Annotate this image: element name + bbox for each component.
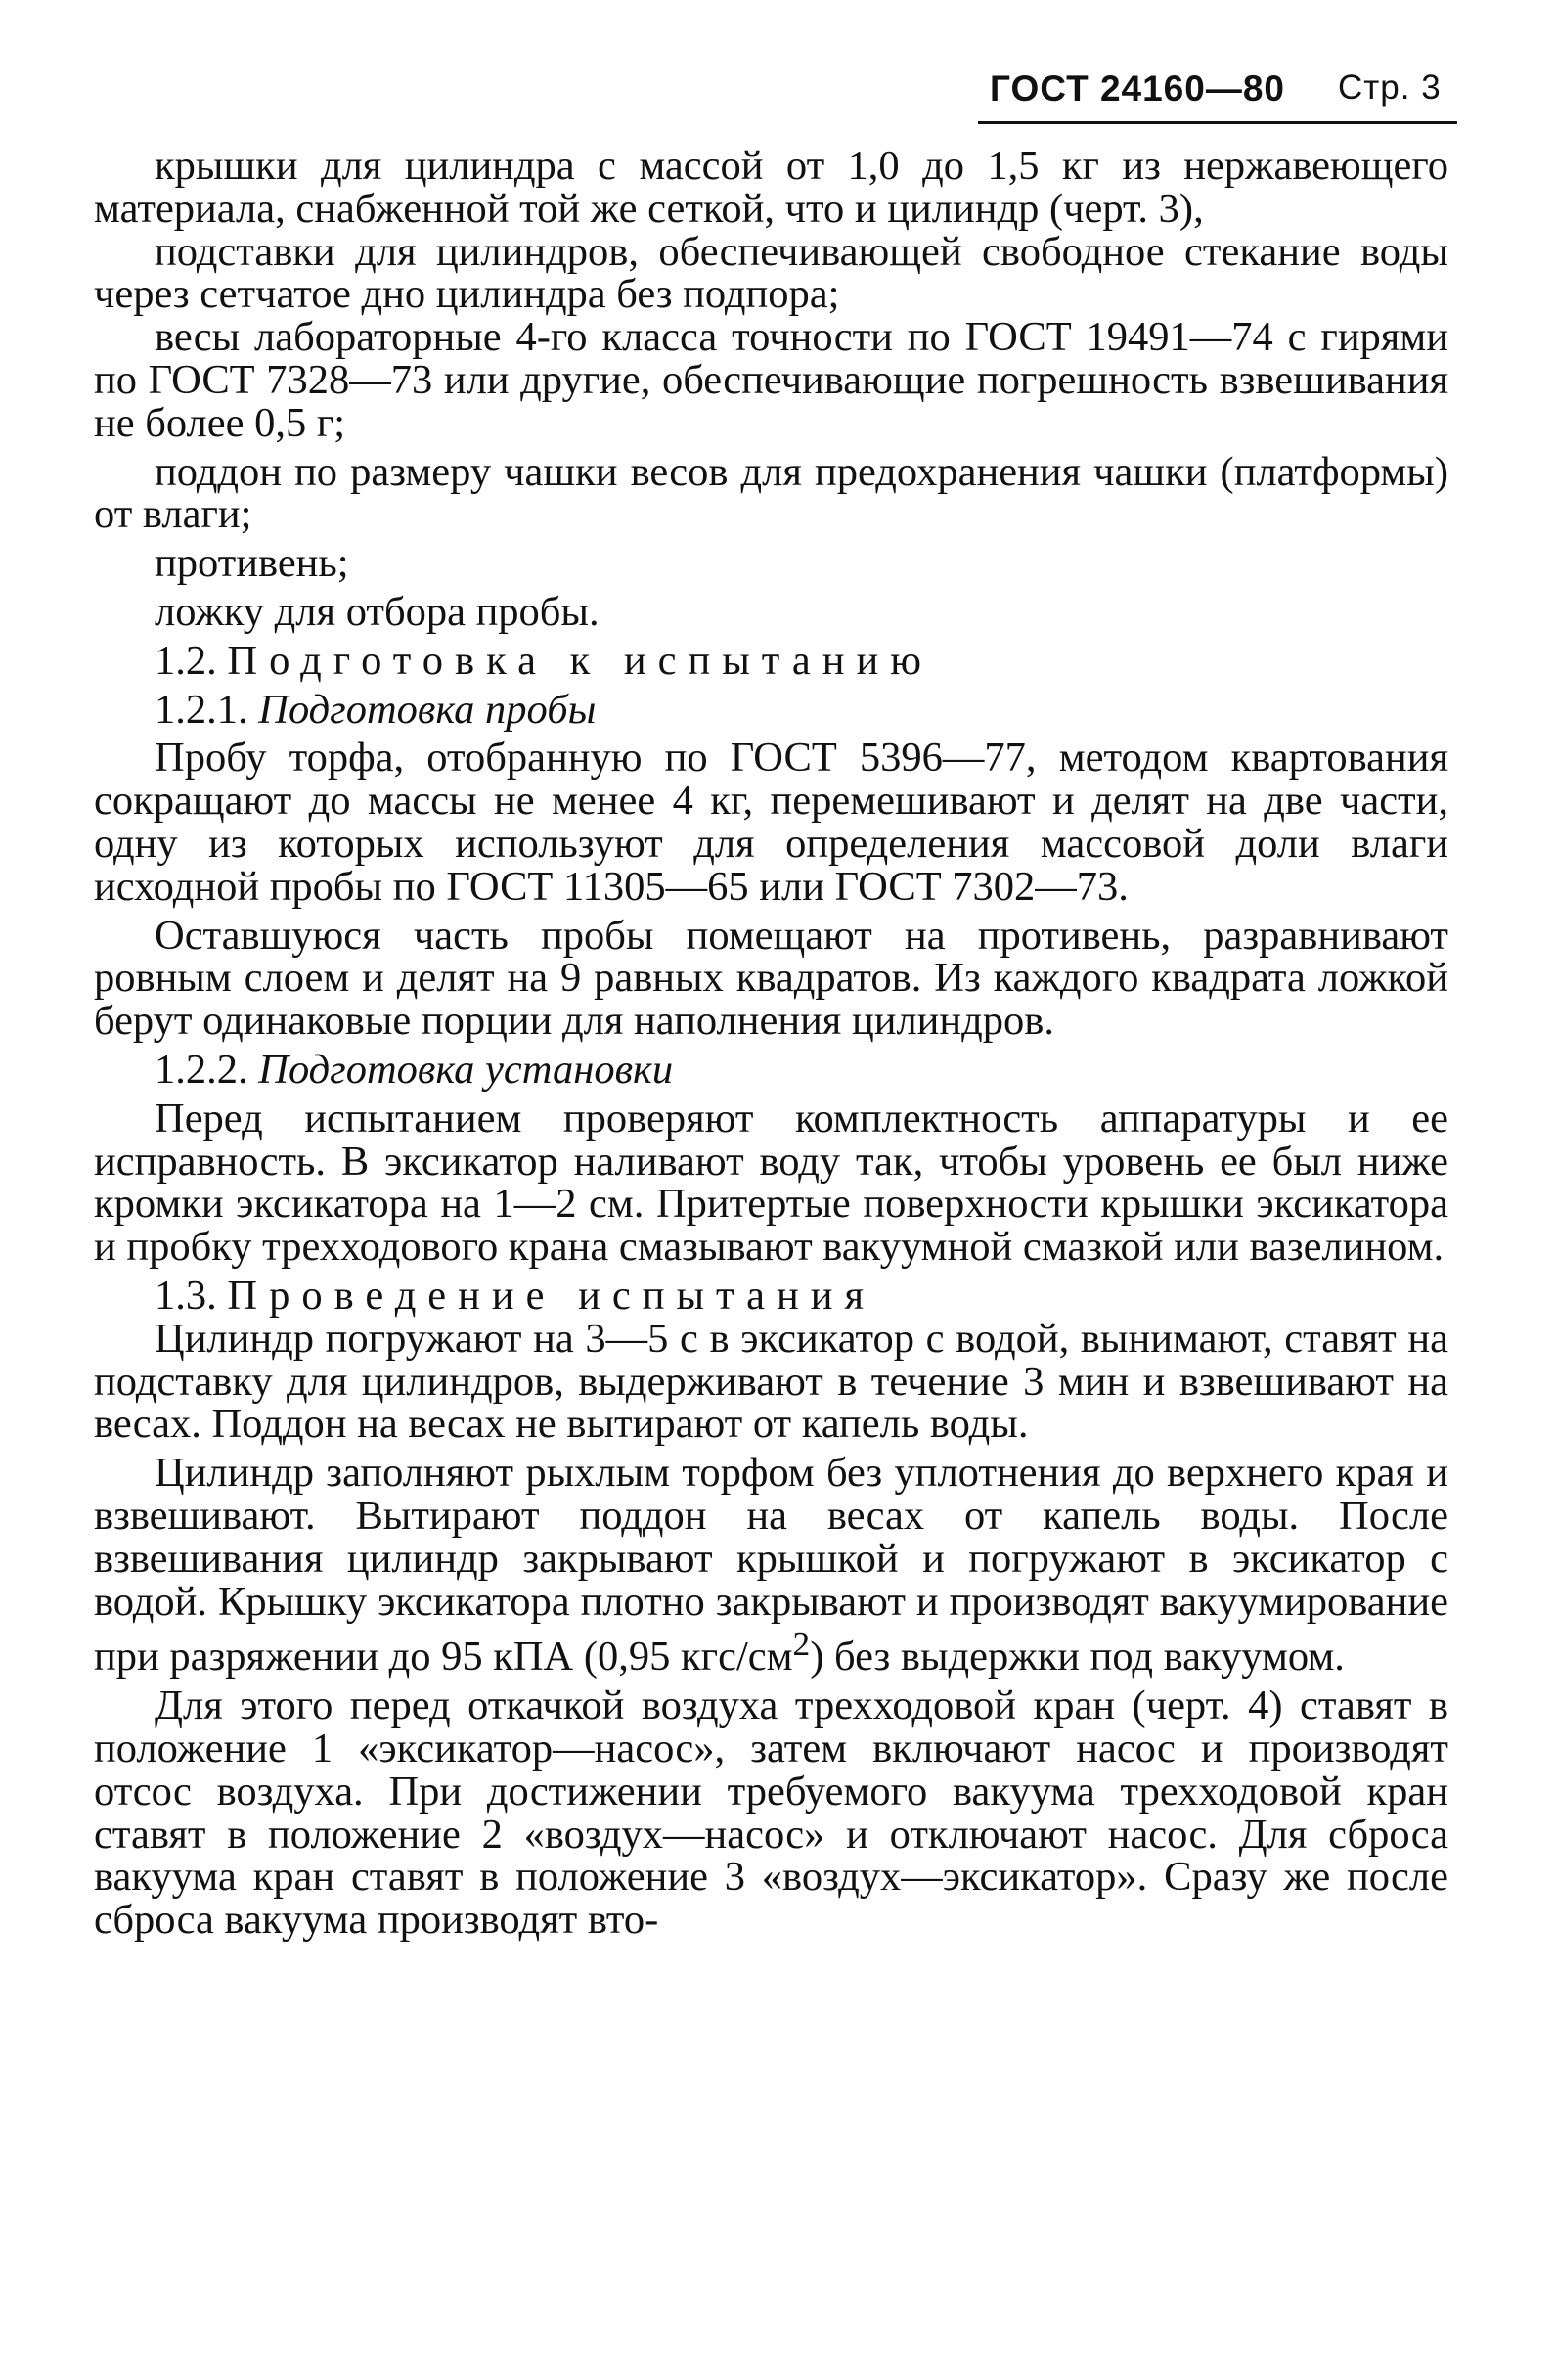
paragraph: весы лабораторные 4-го класса точности по ГОСТ 19491—74 с гирями по ГОСТ 7328—73 или другие, обеспечивающие погрешность взвешивания не более 0,5 г; [94, 314, 1448, 446]
body-text [94, 145, 1448, 2179]
subsection-title: Подготовка пробы [258, 686, 597, 733]
paragraph: противень; [155, 540, 349, 587]
paragraph: поддон по размеру чашки весов для предохранения чашки (платформы) от влаги; [94, 448, 1448, 538]
paragraph: ложку для отбора пробы. [155, 588, 600, 635]
subsection-heading [94, 1046, 1448, 1093]
paragraph: Цилиндр погружают на 3—5 с в эксикатор с водой, вынимают, ставят на подставку для цилиндров, выдерживают в течение 3 мин и взвешивают на весах. Поддон на весах не вытирают от капель воды. [94, 1315, 1448, 1448]
paragraph: подставки для цилиндров, обеспечивающей свободное стекание воды через сетчатое дно цилиндра без подпора; [94, 228, 1448, 318]
paragraph: Для этого перед откачкой воздуха трехходовой кран (черт. 4) ставят в положение 1 «эксикатор—насос», затем включают насос и производят отсос воздуха. При достижении требуемого вакуума трехходовой кран ставят в положение 2 «воздух—насос» и отключают насос. Для сброса вакуума кран ставят в положение 3 «воздух—эксикатор». Сразу же после сброса вакуума производят вто- [94, 1683, 1448, 1944]
section-heading [94, 1272, 1448, 1319]
subsection-title: Подготовка установки [258, 1046, 674, 1093]
section-number: 1.2. [155, 637, 217, 684]
page-number: Стр. 3 [1338, 68, 1442, 107]
paragraph: Пробу торфа, отобранную по ГОСТ 5396—77, методом квартования сокращают до массы не менее 4 кг, перемешивают и делят на две части, одну из которых используют для определения массовой доли влаги исходной пробы по ГОСТ 11305—65 или ГОСТ 7302—73. [94, 735, 1448, 910]
section-title: Проведение испытания [227, 1272, 876, 1319]
paragraph: Перед испытанием проверяют комплектность аппаратуры и ее исправность. В эксикатор наливают воду так, чтобы уровень ее был ниже кромки эксикатора на 1—2 см. Притертые поверхности крышки эксикатора и пробку трехходового крана смазывают вакуумной смазкой или вазелином. [94, 1095, 1448, 1271]
subsection-heading [94, 686, 1448, 733]
paragraph: крышки для цилиндра с массой от 1,0 до 1,5 кг из нержавеющего материала, снабженной той же сеткой, что и цилиндр (черт. 3), [94, 143, 1448, 232]
standard-number: ГОСТ 24160—80 [990, 68, 1285, 109]
paragraph: Оставшуюся часть пробы помещают на противень, разравнивают ровным слоем и делят на 9 равных квадратов. Из каждого квадрата ложкой берут одинаковые порции для наполнения цилиндров. [94, 912, 1448, 1045]
running-header [978, 63, 1457, 124]
section-number: 1.3. [155, 1272, 217, 1319]
paragraph-text: ) без выдержки под вакуумом. [810, 1634, 1345, 1681]
paragraph [94, 1452, 1448, 1679]
subsection-number: 1.2.2. [155, 1046, 248, 1093]
paragraph-text: Цилиндр заполняют рыхлым торфом без уплотнения до верхнего края и взвешивают. Вытирают поддон на весах от капель воды. После взвешивания цилиндр закрывают крышкой и погружают в эксикатор с водой. Крышку эксикатора плотно закрывают и производят вакуумирование при разряжении до 95 кПА (0,95 кгс/см [94, 1450, 1448, 1681]
section-heading [94, 637, 1448, 684]
superscript: 2 [792, 1624, 811, 1664]
section-title: Подготовка к испытанию [227, 637, 933, 684]
subsection-number: 1.2.1. [155, 686, 248, 733]
